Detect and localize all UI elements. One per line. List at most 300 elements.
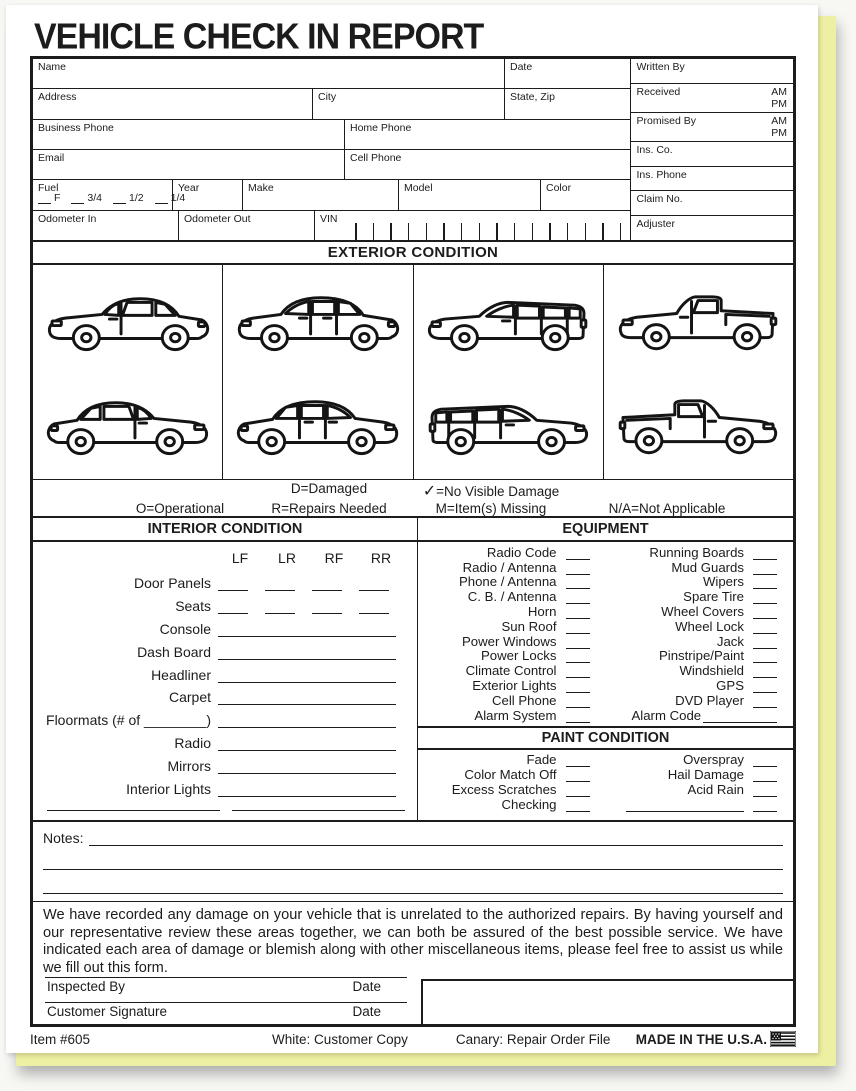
alarm-code-label: Alarm Code	[631, 707, 702, 723]
equipment-cell	[606, 678, 794, 693]
city-field	[313, 89, 505, 118]
seats-label: Seats	[175, 597, 211, 614]
power-locks-label: Power Locks	[481, 648, 557, 664]
interior-equipment-section	[33, 518, 793, 822]
promised-by-label: Promised By	[636, 114, 697, 127]
pinstripe-paint-label: Pinstripe/Paint	[658, 648, 744, 664]
service-writer-column	[630, 59, 794, 240]
color-match-off-label: Color Match Off	[464, 767, 557, 783]
legend-spacer	[579, 481, 755, 501]
signature-section	[33, 977, 793, 1024]
blank-line	[265, 577, 295, 591]
blank-line	[566, 592, 590, 604]
received-field	[631, 84, 794, 113]
cell-phone-field	[345, 150, 630, 179]
ins-co-field	[631, 142, 794, 167]
blank-line	[359, 600, 389, 614]
horn-label: Horn	[527, 603, 557, 619]
fuel-scale-label: 3/4	[87, 191, 103, 204]
sedan-rear-quarter-drawing	[230, 271, 406, 369]
blank-line	[566, 622, 590, 634]
blank-line	[312, 600, 342, 614]
written-by-label: Written By	[636, 61, 685, 73]
white-form-sheet	[6, 5, 818, 1053]
row-address	[33, 89, 630, 119]
blank-line	[703, 711, 777, 723]
paint-cell	[418, 797, 606, 812]
exterior-lights-label: Exterior Lights	[472, 677, 557, 693]
paint-row	[418, 782, 793, 797]
city-label: City	[318, 91, 337, 104]
equipment-row	[418, 678, 793, 693]
fade-label: Fade	[526, 752, 557, 768]
vin-field	[315, 211, 630, 240]
blank-line	[753, 563, 777, 575]
sedan-front-quarter-drawing	[230, 375, 406, 473]
blank-line	[566, 800, 590, 812]
equipment-cell	[418, 574, 606, 589]
running-boards-label: Running Boards	[649, 544, 744, 560]
radio-antenna-label: Radio / Antenna	[462, 559, 557, 575]
blank-line	[566, 548, 590, 560]
equipment-header	[418, 518, 793, 542]
year-label: Year	[178, 182, 200, 195]
customer-signature-label: Customer Signature	[47, 1004, 168, 1020]
equipment-row-alarm	[418, 708, 793, 723]
paint-cell	[606, 800, 794, 812]
blank-line	[566, 681, 590, 693]
blank-line	[753, 577, 777, 589]
fuel-scale-3-4	[71, 192, 102, 204]
fuel-scale-label: 1/4	[170, 191, 186, 204]
odometer-out-field	[179, 211, 315, 240]
exterior-condition-header	[33, 242, 793, 265]
equipment-row	[418, 663, 793, 678]
page-title: VEHICLE CHECK IN REPORT	[34, 17, 484, 57]
blank-line	[566, 770, 590, 782]
equipment-cell	[606, 604, 794, 619]
acid-rain-label: Acid Rain	[687, 781, 744, 797]
interior-lights-label: Interior Lights	[126, 781, 211, 798]
paint-row-other	[418, 797, 793, 812]
model-field	[399, 180, 541, 209]
blank-line	[753, 755, 777, 767]
coupe-rear-quarter-drawing	[40, 271, 216, 369]
radio-label: Radio	[174, 735, 211, 752]
seats-blanks	[218, 600, 389, 614]
received-am-pm	[771, 86, 787, 110]
equipment-row	[418, 619, 793, 634]
dvd-player-label: DVD Player	[675, 692, 744, 708]
mud-guards-label: Mud Guards	[671, 559, 744, 575]
white-copy-label: White: Customer Copy	[272, 1031, 408, 1047]
gps-label: GPS	[716, 677, 744, 693]
signature-left-column	[33, 977, 421, 1024]
power-windows-label: Power Windows	[461, 633, 557, 649]
blank-line	[753, 592, 777, 604]
radio-code-label: Radio Code	[486, 544, 557, 560]
odometer-in-field	[33, 211, 179, 240]
blank-line	[566, 755, 590, 767]
alarm-system-label: Alarm System	[474, 707, 557, 723]
blank-line	[218, 714, 396, 728]
legend-spacer	[105, 481, 255, 501]
date-label: Date	[510, 61, 533, 73]
odometer-out-label: Odometer Out	[184, 212, 251, 225]
sun-roof-label: Sun Roof	[501, 618, 557, 634]
legend-operational: O=Operational	[135, 500, 225, 516]
row-vehicle-info	[33, 180, 630, 210]
blank-line	[218, 737, 396, 751]
wheel-covers-label: Wheel Covers	[661, 603, 744, 619]
date-label: Date	[352, 1004, 381, 1020]
blank-line	[43, 870, 783, 894]
blank-line	[566, 607, 590, 619]
equipment-cell	[418, 708, 606, 723]
blank-line	[218, 600, 248, 614]
state-zip-label: State, Zip	[510, 91, 555, 104]
home-phone-label: Home Phone	[350, 121, 412, 134]
email-field	[33, 150, 345, 179]
equipment-cell	[606, 634, 794, 649]
blank-line	[753, 696, 777, 708]
received-label: Received	[636, 85, 681, 98]
promised-by-field	[631, 113, 794, 142]
equipment-row	[418, 693, 793, 708]
paint-condition-header	[418, 726, 793, 750]
condition-legend	[33, 480, 793, 518]
interior-row-dash-board	[33, 637, 417, 660]
vin-label: VIN	[320, 212, 338, 225]
row-email-cell	[33, 150, 630, 180]
interior-row-console	[33, 614, 417, 637]
adjuster-field	[631, 216, 794, 240]
paint-cell	[606, 767, 794, 782]
blank-line	[71, 194, 84, 204]
equipment-rows	[418, 542, 793, 723]
ins-phone-label: Ins. Phone	[636, 168, 687, 181]
legend-row-2	[105, 501, 793, 516]
interior-row-interior-lights	[33, 774, 417, 797]
made-in-usa-label: MADE IN THE U.S.A.	[635, 1031, 767, 1047]
customer-signature-group	[45, 1002, 407, 1021]
equipment-row	[418, 634, 793, 649]
equipment-cell	[606, 648, 794, 663]
email-label: Email	[38, 151, 65, 164]
made-in-usa	[636, 1031, 796, 1047]
fuel-scale	[38, 192, 185, 204]
pm-label: PM	[771, 97, 787, 110]
floormats-label: Floormats (# of ________)	[46, 712, 211, 729]
interior-condition-title: INTERIOR CONDITION	[147, 521, 303, 537]
canary-copy-label: Canary: Repair Order File	[455, 1031, 611, 1047]
office-use-box	[421, 979, 793, 1024]
equipment-cell	[418, 678, 606, 693]
check-mark-icon: ✓	[422, 482, 437, 500]
interior-row-mirrors	[33, 751, 417, 774]
paint-cell	[418, 782, 606, 797]
blank-line	[566, 637, 590, 649]
equipment-row	[418, 589, 793, 604]
interior-condition-panel	[33, 518, 418, 820]
carpet-label: Carpet	[168, 689, 211, 706]
wipers-label: Wipers	[702, 574, 744, 590]
interior-condition-header	[33, 518, 417, 542]
item-number: Item #605	[30, 1031, 91, 1047]
form-border-box	[30, 56, 796, 1027]
equipment-panel	[418, 518, 793, 820]
blank-line	[753, 681, 777, 693]
paint-rows	[418, 750, 793, 812]
blank-line	[566, 711, 590, 723]
col-lf: LF	[231, 550, 249, 566]
form-footer	[30, 1031, 796, 1047]
interior-row-floormats	[33, 705, 417, 728]
odometer-in-label: Odometer In	[38, 212, 97, 225]
blank-line	[753, 666, 777, 678]
equipment-cell	[606, 574, 794, 589]
no-visible-damage-label: =No Visible Damage	[436, 483, 560, 499]
equipment-cell	[606, 560, 794, 575]
phone-antenna-label: Phone / Antenna	[458, 574, 557, 590]
fuel-scale-full	[38, 192, 60, 204]
equipment-row	[418, 649, 793, 664]
blank-line	[218, 577, 248, 591]
equipment-cell	[418, 604, 606, 619]
headliner-label: Headliner	[151, 666, 211, 683]
blank-line	[359, 577, 389, 591]
interior-extra-blank-lines	[33, 797, 417, 820]
date-label: Date	[352, 979, 381, 995]
blank-line	[218, 691, 396, 705]
blank-line	[43, 846, 783, 870]
wagon-rear-quarter-drawing	[420, 271, 596, 369]
blank-line	[566, 666, 590, 678]
blank-line	[753, 770, 777, 782]
equipment-cell	[418, 545, 606, 560]
col-rf: RF	[324, 550, 344, 566]
paint-cell	[606, 752, 794, 767]
blank-line	[753, 622, 777, 634]
blank-line	[626, 800, 744, 812]
blank-line	[47, 797, 220, 811]
equipment-row	[418, 545, 793, 560]
equipment-cell	[418, 589, 606, 604]
blank-line	[566, 563, 590, 575]
promised-am-pm	[771, 115, 787, 139]
blank-line	[218, 646, 396, 660]
blank-line	[753, 607, 777, 619]
legend-row-1	[105, 481, 793, 501]
written-by-field	[631, 59, 794, 84]
year-field	[170, 180, 243, 209]
wheel-lock-label: Wheel Lock	[675, 618, 744, 634]
wagon-diagram-cell	[414, 265, 604, 479]
blank-line	[89, 831, 783, 846]
blank-line	[218, 760, 396, 774]
hail-damage-label: Hail Damage	[667, 767, 744, 783]
pickup-diagram-cell	[604, 265, 793, 479]
door-panels-label: Door Panels	[133, 574, 211, 591]
interior-position-columns	[225, 550, 417, 566]
equipment-cell	[606, 589, 794, 604]
customer-info-grid	[33, 59, 793, 242]
legend-not-applicable: N/A=Not Applicable	[608, 500, 726, 516]
blank-line	[566, 696, 590, 708]
equipment-row	[418, 560, 793, 575]
blank-line	[753, 651, 777, 663]
inspected-by-group	[45, 977, 407, 996]
equipment-row	[418, 604, 793, 619]
interior-row-radio	[33, 728, 417, 751]
blank-line	[113, 194, 126, 204]
make-field	[243, 180, 399, 209]
fuel-scale-label: 1/2	[129, 191, 144, 204]
wagon-front-quarter-drawing	[420, 375, 596, 473]
blank-line	[753, 548, 777, 560]
interior-row-carpet	[33, 683, 417, 706]
cell-phone-label: Cell Phone	[350, 151, 402, 164]
legend-items-missing: M=Item(s) Missing	[435, 500, 547, 516]
coupe-diagram-cell	[33, 265, 223, 479]
am-label: AM	[771, 85, 787, 98]
color-label: Color	[546, 182, 572, 195]
alarm-code-cell	[606, 708, 794, 723]
ins-co-label: Ins. Co.	[636, 143, 673, 156]
blank-line	[265, 600, 295, 614]
notes-first-line	[43, 830, 783, 846]
home-phone-field	[345, 120, 630, 149]
equipment-cell	[606, 693, 794, 708]
blank-line	[218, 783, 396, 797]
disclaimer-text: We have recorded any damage on your vehicle that is unrelated to the authorized repairs. By having yourself and our representative review these areas together, we can both be assured of the best possible service. We have indicated each area of damage or blemish along with other miscellaneous items, please feel free to assist us while we fill out this form.	[43, 907, 783, 976]
equipment-cell	[606, 545, 794, 560]
fuel-field	[33, 180, 186, 209]
equipment-title: EQUIPMENT	[562, 521, 649, 537]
inspected-by-label: Inspected By	[47, 979, 126, 995]
equipment-cell	[418, 693, 606, 708]
customer-info-left	[33, 59, 630, 240]
blank-line	[312, 577, 342, 591]
climate-control-label: Climate Control	[465, 663, 557, 679]
equipment-cell	[606, 619, 794, 634]
address-label: Address	[38, 91, 77, 104]
console-label: Console	[159, 620, 211, 637]
paint-condition-title: PAINT CONDITION	[541, 729, 670, 746]
blank-line	[753, 637, 777, 649]
equipment-cell	[606, 663, 794, 678]
mirrors-label: Mirrors	[167, 758, 211, 775]
us-flag-icon	[770, 1031, 796, 1047]
dash-board-label: Dash Board	[137, 643, 211, 660]
state-zip-field	[505, 89, 630, 118]
blank-line	[753, 800, 777, 812]
model-label: Model	[404, 182, 433, 195]
pickup-front-quarter-drawing	[610, 375, 786, 473]
am-label: AM	[771, 114, 787, 127]
make-label: Make	[248, 182, 274, 195]
interior-row-headliner	[33, 660, 417, 683]
overspray-label: Overspray	[683, 752, 744, 768]
jack-label: Jack	[716, 633, 744, 649]
coupe-front-quarter-drawing	[40, 375, 216, 473]
interior-row-seats	[33, 591, 417, 614]
customer-signature-row	[45, 1003, 407, 1021]
legend-damaged: D=Damaged	[290, 480, 368, 496]
vehicle-diagram-grid	[33, 265, 793, 480]
claim-no-field	[631, 191, 794, 216]
col-rr: RR	[370, 550, 392, 566]
equipment-cell	[418, 648, 606, 663]
row-phones	[33, 120, 630, 150]
blank-line	[218, 623, 396, 637]
claim-no-label: Claim No.	[636, 193, 683, 206]
fuel-scale-1-2	[113, 192, 144, 204]
paint-row	[418, 767, 793, 782]
interior-row-door-panels	[33, 568, 417, 591]
windshield-label: Windshield	[679, 663, 744, 679]
blank-line	[155, 194, 168, 204]
sedan-diagram-cell	[223, 265, 413, 479]
color-field	[541, 180, 630, 209]
blank-line	[232, 797, 405, 811]
paint-cell	[418, 752, 606, 767]
equipment-cell	[418, 634, 606, 649]
cell-phone-equip-label: Cell Phone	[491, 692, 557, 708]
excess-scratches-label: Excess Scratches	[451, 781, 557, 797]
fuel-label: Fuel	[38, 182, 59, 195]
exterior-condition-title: EXTERIOR CONDITION	[327, 244, 499, 261]
name-label: Name	[38, 61, 67, 73]
date-field	[505, 59, 630, 88]
notes-label: Notes:	[43, 830, 84, 846]
fuel-scale-label: F	[54, 191, 61, 204]
business-phone-label: Business Phone	[38, 121, 114, 134]
blank-line	[38, 194, 51, 204]
address-field	[33, 89, 313, 118]
blank-line	[753, 785, 777, 797]
equipment-row	[418, 575, 793, 590]
blank-line	[218, 669, 396, 683]
notes-section	[33, 822, 793, 902]
door-panels-blanks	[218, 577, 389, 591]
col-lr: LR	[278, 550, 296, 566]
cb-antenna-label: C. B. / Antenna	[467, 589, 557, 605]
row-odometer-vin	[33, 211, 630, 240]
adjuster-label: Adjuster	[636, 218, 676, 231]
legend-repairs-needed: R=Repairs Needed	[271, 500, 387, 516]
paint-row	[418, 753, 793, 768]
business-phone-field	[33, 120, 345, 149]
paint-cell	[418, 767, 606, 782]
paint-cell	[606, 782, 794, 797]
blank-line	[566, 785, 590, 797]
pm-label: PM	[771, 126, 787, 139]
checking-label: Checking	[501, 796, 557, 812]
blank-line	[566, 651, 590, 663]
ins-phone-field	[631, 167, 794, 192]
vin-character-ticks	[355, 223, 622, 240]
equipment-cell	[418, 663, 606, 678]
row-name-date	[33, 59, 630, 89]
name-field	[33, 59, 505, 88]
spare-tire-label: Spare Tire	[683, 589, 744, 605]
equipment-cell	[418, 560, 606, 575]
inspected-by-row	[45, 978, 407, 996]
equipment-cell	[418, 619, 606, 634]
legend-no-visible-damage	[403, 481, 579, 501]
blank-line	[566, 577, 590, 589]
